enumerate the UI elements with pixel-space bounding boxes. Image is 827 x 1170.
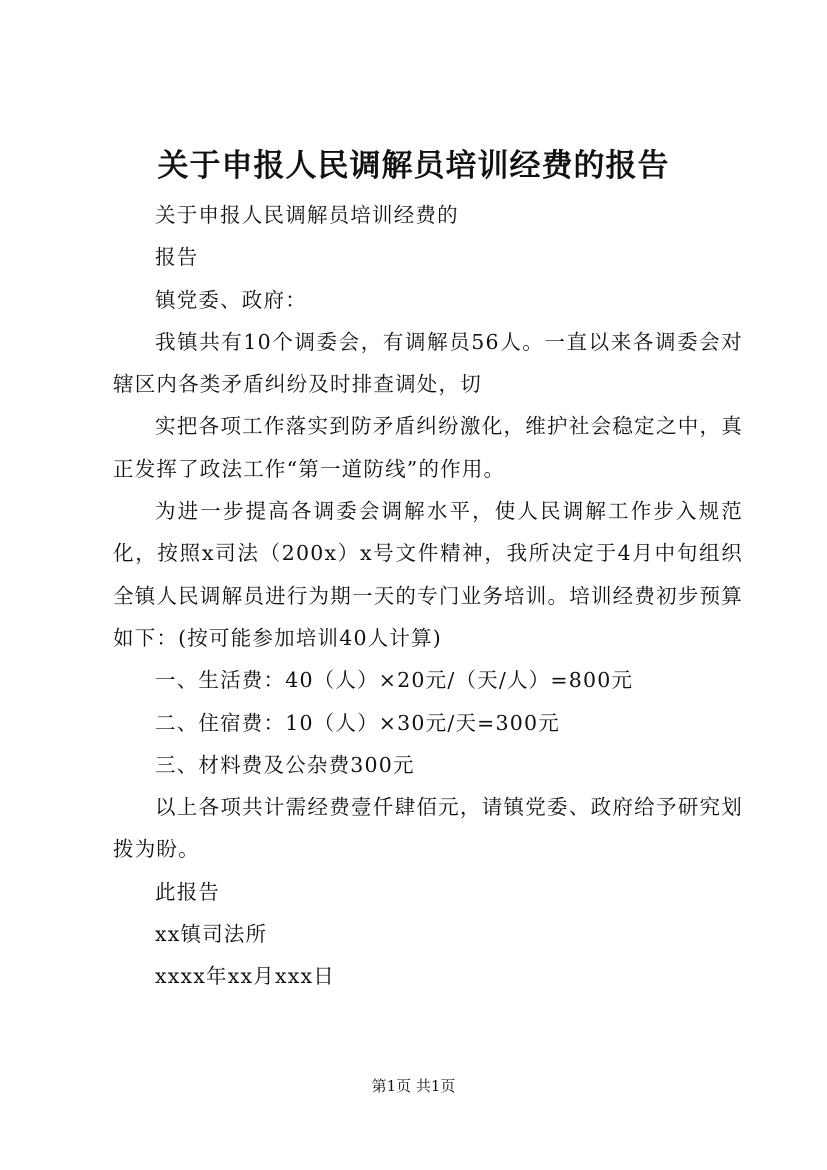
- signature-office: xx镇司法所: [155, 922, 268, 947]
- paragraph-request: 以上各项共计需经费壹仟肆佰元，请镇党委、政府给予研究划拨为盼。: [113, 795, 743, 862]
- subject-line: 关于申报人民调解员培训经费的: [155, 203, 459, 227]
- signature-date: xxxx年xx月xxx日: [155, 964, 335, 989]
- subject-line-continued: 报告: [155, 245, 199, 270]
- budget-item-lodging: 二、住宿费：10（人）×30元/天=300元: [155, 710, 560, 735]
- salutation: 镇党委、政府：: [155, 287, 307, 312]
- closing-line: 此报告: [155, 879, 221, 904]
- document-body: [113, 194, 743, 998]
- paragraph-background: 我镇共有10个调委会，有调解员56人。一直以来各调委会对辖区内各类矛盾纠纷及时排查调处，切: [113, 329, 743, 397]
- budget-item-living: 一、生活费：40（人）×20元/（天/人）=800元: [155, 668, 634, 693]
- page-footer: 第1页 共1页: [371, 1077, 456, 1095]
- budget-item-materials: 三、材料费及公杂费300元: [155, 752, 415, 777]
- paragraph-effect: 实把各项工作落实到防矛盾纠纷激化，维护社会稳定之中，真正发挥了政法工作“第一道防线”的作用。: [113, 414, 743, 481]
- paragraph-training-plan: 为进一步提高各调委会调解水平，使人民调解工作步入规范化，按照x司法（200x）x号文件精神，我所决定于4月中旬组织全镇人民调解员进行为期一天的专门业务培训。培训经费初步预算如下：(按可能参加培训40人计算): [113, 499, 743, 650]
- document-title: 关于申报人民调解员培训经费的报告: [157, 148, 670, 184]
